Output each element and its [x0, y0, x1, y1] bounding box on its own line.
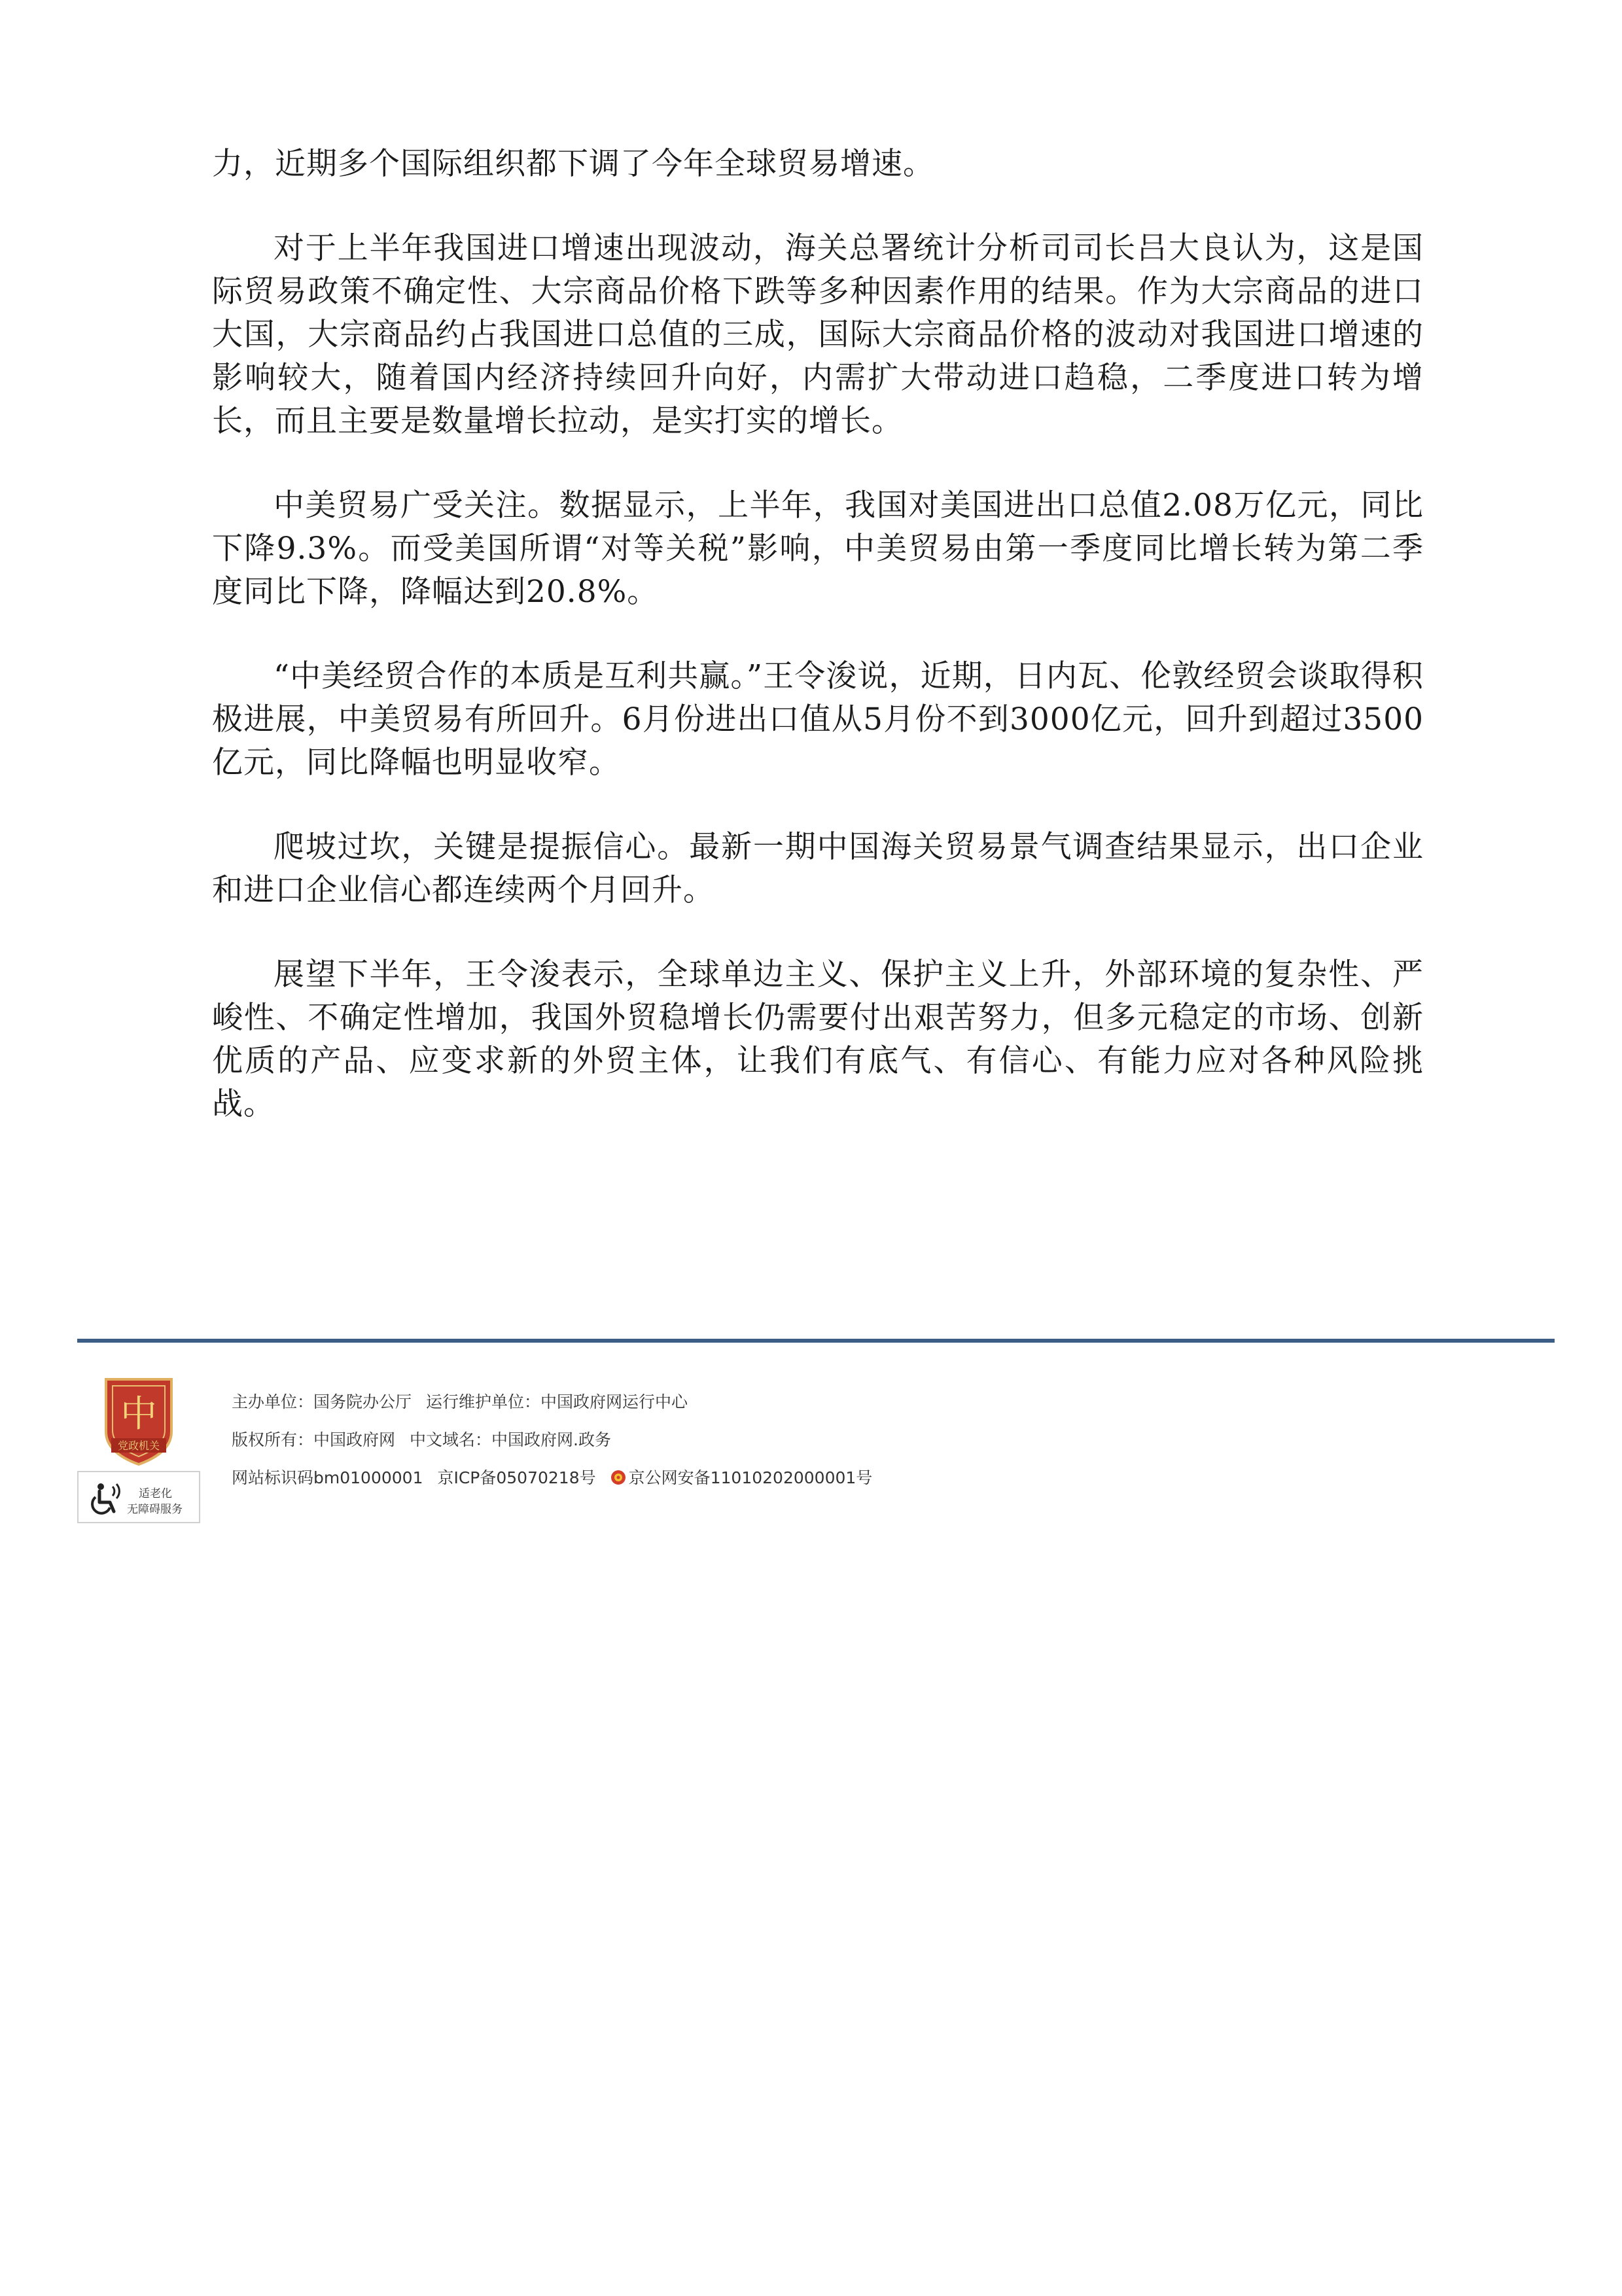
- police-badge-icon: [610, 1470, 626, 1485]
- a11y-label-line1: 适老化: [139, 1487, 172, 1500]
- footer-info: [232, 1383, 872, 1497]
- operator-text: 运行维护单位：中国政府网运行中心: [426, 1392, 688, 1411]
- svg-text:中: 中: [120, 1393, 157, 1436]
- a11y-label-line2: 无障碍服务: [127, 1503, 183, 1516]
- wheelchair-icon: [88, 1481, 122, 1515]
- site-id-text: 网站标识码bm01000001: [232, 1468, 423, 1487]
- sponsor-text: 主办单位：国务院办公厅: [232, 1392, 412, 1411]
- paragraph: 展望下半年，王令浚表示，全球单边主义、保护主义上升，外部环境的复杂性、严峻性、不确定性增加，我国外贸稳增长仍需要付出艰苦努力，但多元稳定的市场、创新优质的产品、应变求新的外贸主体，让我们有底气、有信心、有能力应对各种风险挑战。: [212, 957, 1424, 1122]
- emblem-label: 党政机关: [117, 1439, 160, 1452]
- domain-text: 中文域名：中国政府网.政务: [410, 1430, 611, 1449]
- paragraph: “中美经贸合作的本质是互利共赢。”王令浚说，近期，日内瓦、伦敦经贸会谈取得积极进展，中美贸易有所回升。6月份进出口值从5月份不到3000亿元，回升到超过3500亿元，同比降幅也明显收窄。: [212, 658, 1424, 781]
- site-footer: [77, 1368, 1555, 1538]
- paragraph: 力，近期多个国际组织都下调了今年全球贸易增速。: [212, 146, 934, 182]
- party-gov-emblem-icon[interactable]: [101, 1375, 177, 1467]
- police-record-link[interactable]: 京公网安备11010202000001号: [628, 1468, 873, 1487]
- footer-divider: [77, 1339, 1555, 1343]
- paragraph: 中美贸易广受关注。数据显示，上半年，我国对美国进出口总值2.08万亿元，同比下降9.3%。而受美国所谓“对等关税”影响，中美贸易由第一季度同比增长转为第二季度同比下降，降幅达到20.8%。: [212, 487, 1424, 610]
- article-body: [212, 143, 1424, 1167]
- icp-link[interactable]: 京ICP备05070218号: [437, 1468, 596, 1487]
- paragraph: 爬坡过坎，关键是提振信心。最新一期中国海关贸易景气调查结果显示，出口企业和进口企业信心都连续两个月回升。: [212, 829, 1424, 908]
- accessibility-service-button[interactable]: [77, 1471, 200, 1523]
- copyright-text: 版权所有：中国政府网: [232, 1430, 396, 1449]
- paragraph: 对于上半年我国进口增速出现波动，海关总署统计分析司司长吕大良认为，这是国际贸易政策不确定性、大宗商品价格下跌等多种因素作用的结果。作为大宗商品的进口大国，大宗商品约占我国进口总值的三成，国际大宗商品价格的波动对我国进口增速的影响较大，随着国内经济持续回升向好，内需扩大带动进口趋稳，二季度进口转为增长，而且主要是数量增长拉动，是实打实的增长。: [212, 230, 1424, 439]
